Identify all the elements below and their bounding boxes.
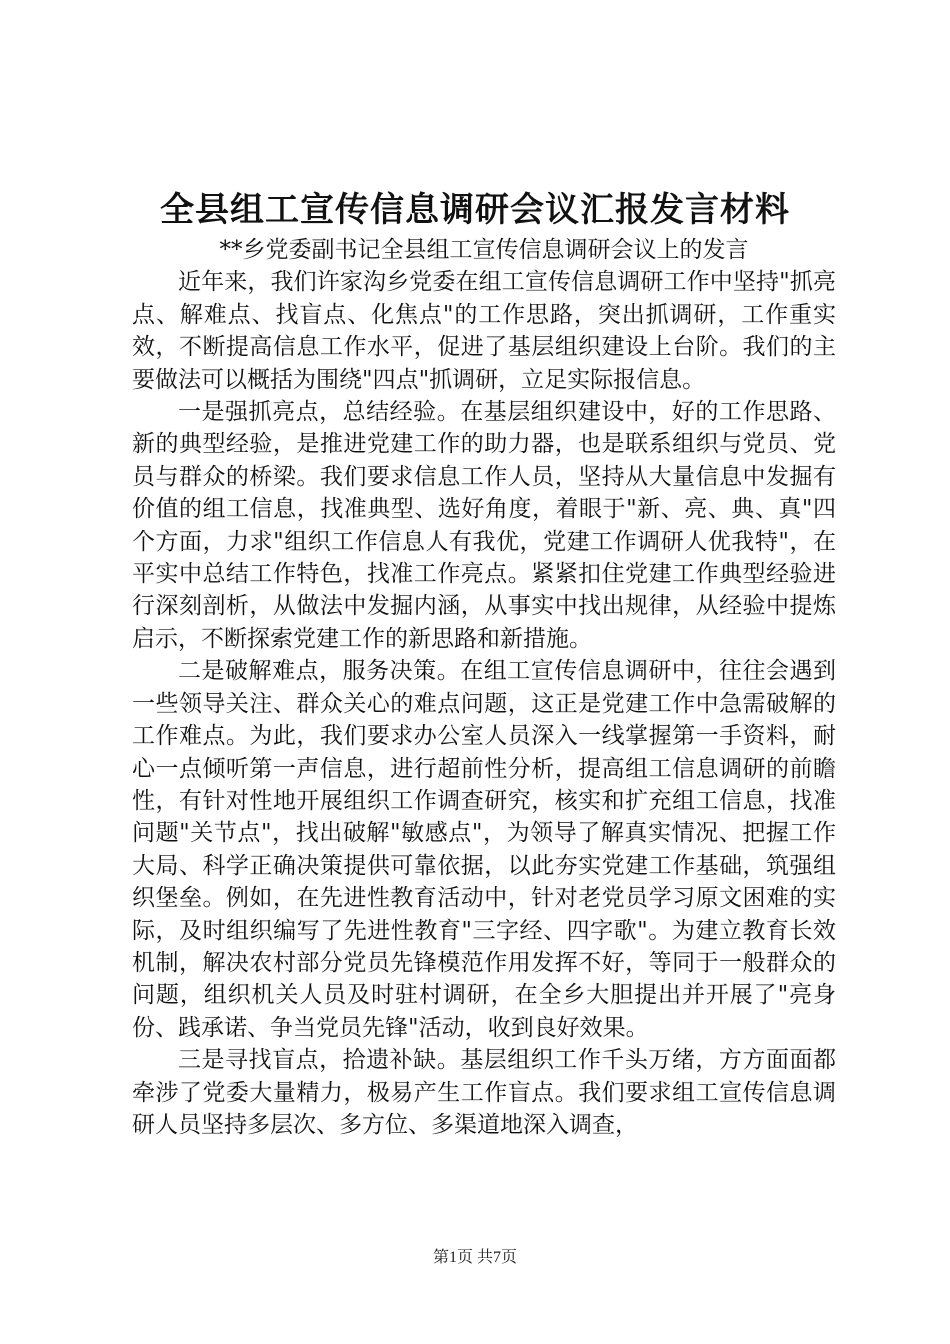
paragraph-highlights: 一是强抓亮点，总结经验。在基层组织建设中，好的工作思路、新的典型经验，是推进党建工作的助力器，也是联系组织与党员、党员与群众的桥梁。我们要求信息工作人员，坚持从大量信息中发掘有价值的组工信息，找准典型、选好角度，着眼于"新、亮、典、真"四个方面，力求"组织工作信息人有我优，党建工作调研人优我特"，在平实中总结工作特色，找准工作亮点。紧紧扣住党建工作典型经验进行深刻剖析，从做法中发掘内涵，从事实中找出规律，从经验中提炼启示，不断探索党建工作的新思路和新措施。	[132, 399, 836, 652]
paragraph-blind-spots: 三是寻找盲点，拾遗补缺。基层组织工作千头万绪，方方面面都牵涉了党委大量精力，极易产生工作盲点。我们要求组工宣传信息调研人员坚持多层次、多方位、多渠道地深入调查，	[132, 1047, 836, 1138]
document-title: 全县组工宣传信息调研会议汇报发言材料	[160, 190, 790, 230]
page-number-footer: 第1页 共7页	[432, 1249, 517, 1266]
paragraph-difficulties: 二是破解难点，服务决策。在组工宣传信息调研中，往往会遇到一些领导关注、群众关心的难点问题，这正是党建工作中急需破解的工作难点。为此，我们要求办公室人员深入一线掌握第一手资料，耐心一点倾听第一声信息，进行超前性分析，提高组工信息调研的前瞻性，有针对性地开展组织工作调查研究，核实和扩充组工信息，找准问题"关节点"，找出破解"敏感点"，为领导了解真实情况、把握工作大局、科学正确决策提供可靠依据，以此夯实党建工作基础，筑强组织堡垒。例如，在先进性教育活动中，针对老党员学习原文困难的实际，及时组织编写了先进性教育"三字经、四字歌"。为建立教育长效机制，解决农村部分党员先锋模范作用发挥不好，等同于一般群众的问题，组织机关人员及时驻村调研，在全乡大胆提出并开展了"亮身份、践承诺、争当党员先锋"活动，收到良好效果。	[132, 658, 836, 1041]
paragraph-intro: 近年来，我们许家沟乡党委在组工宣传信息调研工作中坚持"抓亮点、解难点、找盲点、化焦点"的工作思路，突出抓调研，工作重实效，不断提高信息工作水平，促进了基层组织建设上台阶。我们的主要做法可以概括为围绕"四点"抓调研，立足实际报信息。	[132, 269, 836, 393]
document-subtitle: **乡党委副书记全县组工宣传信息调研会议上的发言	[219, 237, 749, 263]
document-body	[132, 234, 836, 1141]
